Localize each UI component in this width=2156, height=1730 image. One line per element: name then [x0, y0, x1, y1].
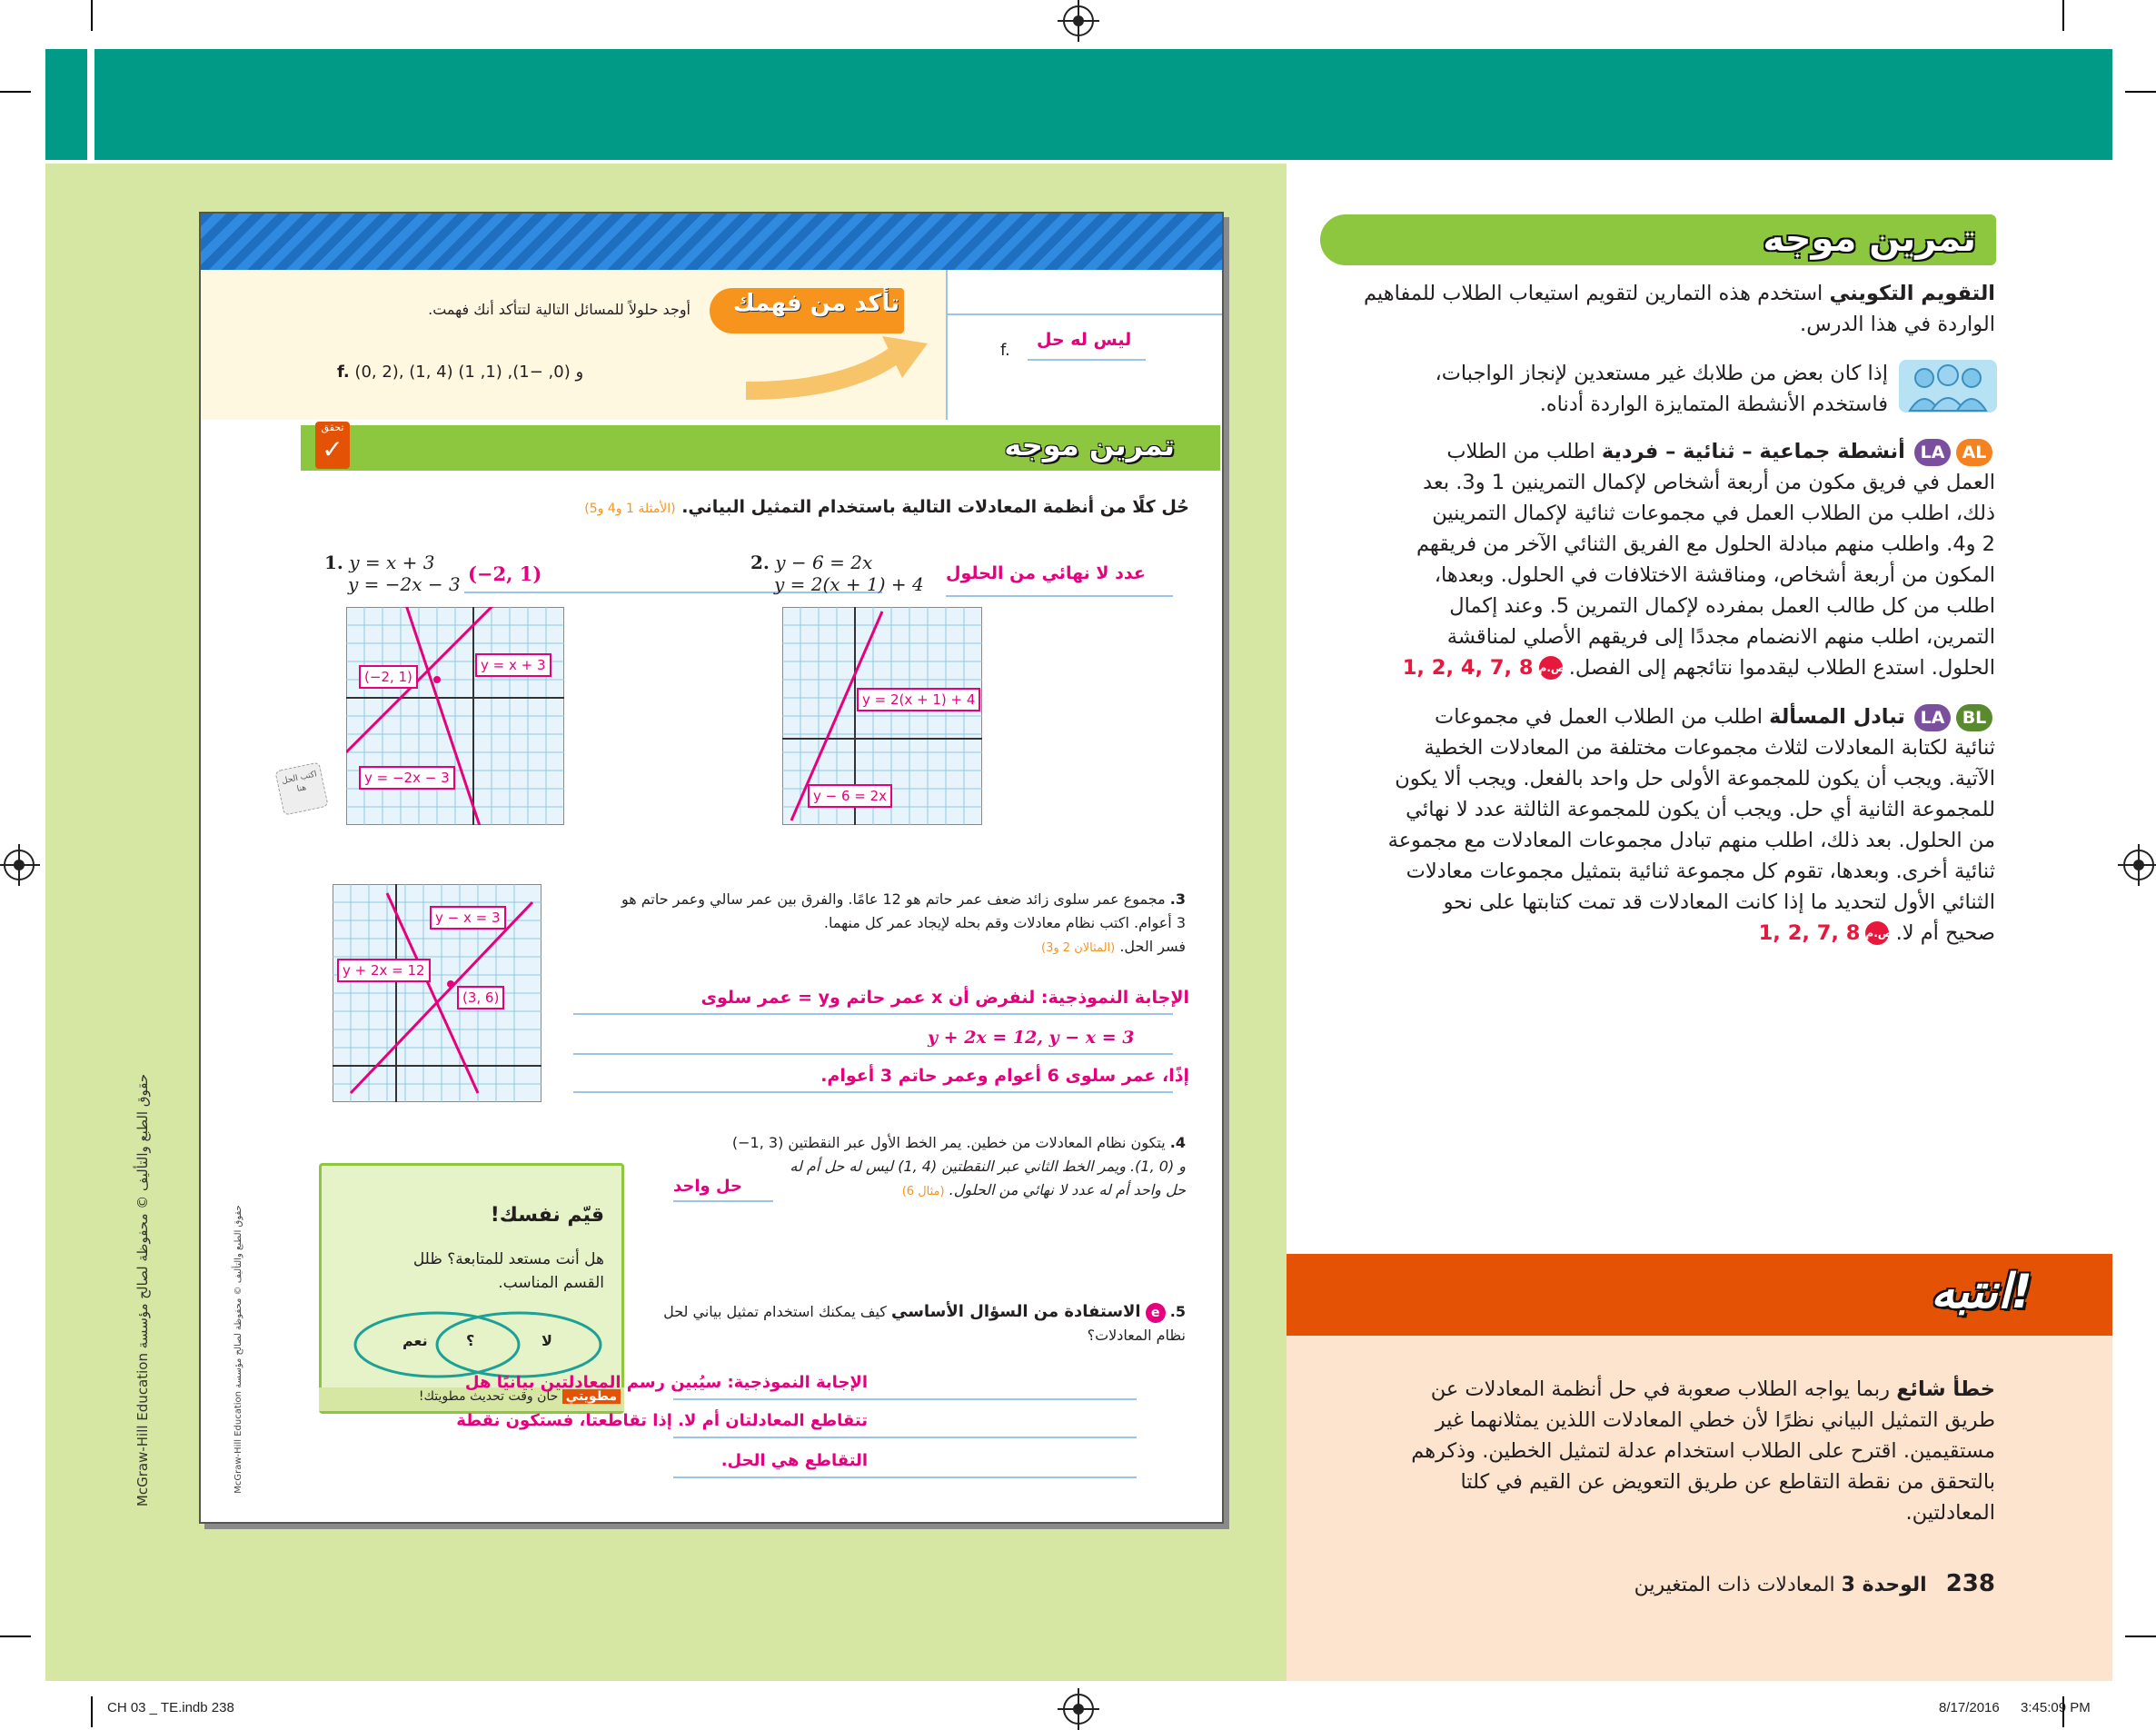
exercise-f: f. (0, 2), (1, 4) و (0, −1), (1, 1) — [337, 363, 584, 382]
ex2-equations: 2. y − 6 = 2x y = 2(x + 1) + 4 — [750, 552, 924, 595]
header-stripe — [87, 49, 94, 160]
ex5-problem: 5. e الاستفادة من السؤال الأساسي كيف يمكنك استخدام تمثيل بياني لحل نظام المعادلات؟ — [663, 1302, 1186, 1344]
watch-out-title: انتبه! — [1931, 1265, 2032, 1319]
slug-time: 3:45:09 PM — [2021, 1700, 2091, 1715]
badge-al: AL — [1956, 439, 1992, 466]
essential-question-icon: e — [1146, 1303, 1166, 1323]
margin-copyright: حقوق الطبع والتأليف © محفوظة لصالح مؤسسة McGraw-Hill Education — [134, 1073, 151, 1507]
practice-reference: 1, 2, 4, 7, 8 ص.م — [1402, 656, 1566, 680]
directions: حُل كلًا من أنظمة المعادلات التالية باستخدام التمثيل البياني. (الأمثلة 1 و4 و5) — [584, 497, 1189, 517]
page-footer: 238 الوحدة 3 المعادلات ذات المتغيرين — [1634, 1570, 1995, 1597]
ex2-answer: عدد لا نهائي من الحلول — [946, 563, 1146, 583]
check-badge-icon: تحقق ✓ — [315, 422, 350, 469]
ex1-answer: (−2, 1) — [468, 562, 542, 585]
badge-la: LA — [1914, 439, 1951, 466]
venn-diagram — [346, 1308, 610, 1381]
self-check-text: هل أنت مستعد للمتابعة؟ ظلل القسم المناسب. — [412, 1250, 604, 1292]
venn-maybe[interactable]: ؟ — [466, 1332, 475, 1349]
venn-no[interactable]: لا — [541, 1332, 552, 1349]
ex3-problem: 3. مجموع عمر سلوى زائد ضعف عمر حاتم هو 12 عامًا. والفرق بين عمر سالي وعمر حاتم هو 3 أعوام. اكتب نظام معادلات وقم بحله لإيجاد عمر كل منهما. فسر الحل. (المثالان 2 و3) — [621, 890, 1186, 955]
formative-assessment: التقويم التكويني استخدم هذه التمارين لتقويم استيعاب الطلاب للمفاهيم الواردة في هذا الدرس. — [1363, 282, 1995, 336]
student-page: تأكد من فهمك أوجد حلولاً للمسائل التالية لتتأكد أنك فهمت. f. (0, 2), (1, 4) و (0, −1), (1, 1) f. ليس له حل تمرين موجه تحقق ✓ حُل كلًا من أنظمة المعادلات التالية باستخدام التمثيل البياني. (الأمثلة 1 و4 و5) 1. y = x + 3 y = −2x − 3 (−2, 1) y = x + 3 (−2, 1) y = −2x − 3 اكتب الحل هنا 2. y − 6 = 2x y = 2(x + 1) + 4 عدد لا نهائي من الحلول y = 2(x + 1) + 4 y − 6 = 2x y − x = 3 y + 2x = 12 (3, 6) 3. مجموع عمر سلوى زائد ضعف عمر حاتم هو 12 عامًا. والفرق بين عمر سالي وعمر حاتم هو 3 أعوام. اكتب نظام معادلات وقم بحله لإيجاد عمر كل منهما. فسر الحل. (المثالان 2 و3) الإجابة النموذجية: لنفرض أن x عمر حاتم وy = عمر سلوى y + 2x = 12, y − x = 3 إذًا، عمر سلوى 6 أعوام وعمر حاتم 3 أعوام. 4. يتكون نظام المعادلات من خطين. يمر الخط الأول عبر النقطتين (3 ,1−) و (0 ,1). ويمر الخط الثاني عبر النقطتين (4 ,1) ليس له حل أم له حل واحد أم له عدد لا نهائي من الحلول. (مثال 6) حل واحد قيّم نفسك! هل أنت مستعد للمتابعة؟ ظلل القسم المناسب. نعم ؟ لا مطويتي حان وقت تحديث مطويتك! 5. e الاستفادة من السؤال الأساسي كيف يمكنك استخدام تمثيل بياني لحل نظام المعادلات؟ الإجابة النموذجية: سيُبين رسم المعادلتين بيانيًا هل تتقاطع المعادلتان أم لا. إذا تقاطعتا، فستكون نقطة التقاطع هي الحل. حقوق الطبع والتأليف © محفوظة لصالح مؤسسة McGraw-Hill Education — [199, 212, 1224, 1524]
student-page-top-stripe — [201, 214, 1222, 270]
ex4-answer: حل واحد — [673, 1177, 743, 1196]
slug-date: 8/17/2016 — [1939, 1700, 2000, 1715]
activity-problem-swap: BLLA تبادل المسألة اطلب من الطلاب العمل في مجموعات ثنائية لكتابة المعادلات لثلاث مجموعات مختلفة من المعادلات الخطية الآتية. ويجب أن يكون للمجموعة الأولى حل واحد بالفعل. ويجب ألا يكون للمجموعة الثانية أي حل. ويجب أن يكون للمجموعة الثالثة عدد لا نهائي من الحلول. بعد ذلك، اطلب منهم تبادل مجموعات المعادلات مع مجموعة ثنائية أخرى. وبعدها، تقوم كل مجموعة ثنائية بتمثيل مجموعات معادلات الثنائي الأول لتحديد ما إذا كانت المعادلات قد تمت كتابتها على نحو صحيح أم لا. 1, 2, 7, 8 ص.م — [1305, 701, 1995, 949]
ex4-problem: 4. يتكون نظام المعادلات من خطين. يمر الخط الأول عبر النقطتين (3 ,1−) و (0 ,1). ويمر الخط الثاني عبر النقطتين (4 ,1) ليس له حل أم له حل واحد أم له عدد لا نهائي من الحلول. (مثال 6) — [731, 1134, 1186, 1198]
arrow-to-answer-icon — [746, 327, 937, 400]
slug-file: CH 03 _ TE.indb 238 — [107, 1700, 234, 1715]
inner-copyright: حقوق الطبع والتأليف © محفوظة لصالح مؤسسة McGraw-Hill Education — [233, 1205, 243, 1494]
struggling-note: إذا كان بعض من طلابك غير مستعدين لإنجاز الواجبات، فاستخدم الأنشطة المتمايزة الواردة أدناه. — [1435, 362, 1888, 416]
write-here-icon: اكتب الحل هنا — [274, 761, 328, 815]
badge-bl: BL — [1956, 704, 1992, 731]
ex1-equations: 1. y = x + 3 y = −2x − 3 — [324, 552, 461, 595]
badge-la: LA — [1914, 704, 1951, 731]
practice-reference: 1, 2, 7, 8 ص.م — [1758, 921, 1893, 945]
header-band — [45, 49, 2112, 160]
common-error-text: خطأ شائع ربما يواجه الطلاب صعوبة في حل أنظمة المعادلات عن طريق التمثيل البياني نظرًا لأن خطي المعادلات اللذين يمثلانهما غير مستقيمين. اقترح على الطلاب استخدام عدلة لتمثيل الخطين. وذكرهم بالتحقق من نقطة التقاطع عن طريق التعويض عن القيم في كلتا المعادلتين. — [1411, 1377, 1995, 1525]
group-students-icon — [1899, 360, 1997, 413]
activity-groups: ALLA أنشطة جماعية – ثنائية – فردية اطلب من الطلاب العمل في فريق مكون من أربعة أشخاص لإكمال التمرينين 1 و3. بعد ذلك، اطلب من الطلاب العمل في مجموعات ثنائية لإكمال التمرينين 2 و4. واطلب منهم مبادلة الحلول مع الفريق الثنائي الآخر من فريقهم المكون من أربعة أشخاص، ومناقشة الاختلافات في الحلول. وبعدها، اطلب من كل طالب العمل بمفرده لإكمال التمرين 5. وعند إكمال التمرين، اطلب منهم الانضمام مجددًا إلى فريقهم الأصلي لمناقشة الحلول. استدع الطلاب ليقدموا نتائجهم إلى الفصل. 1, 2, 4, 7, 8 ص.م — [1305, 436, 1995, 683]
foldable-note: مطويتي حان وقت تحديث مطويتك! — [419, 1389, 621, 1404]
page-number: 238 — [1945, 1570, 1995, 1597]
venn-yes[interactable]: نعم — [402, 1332, 428, 1349]
ex1-graph — [346, 607, 564, 825]
guided-practice-heading: تمرين موجه — [1320, 214, 1996, 265]
